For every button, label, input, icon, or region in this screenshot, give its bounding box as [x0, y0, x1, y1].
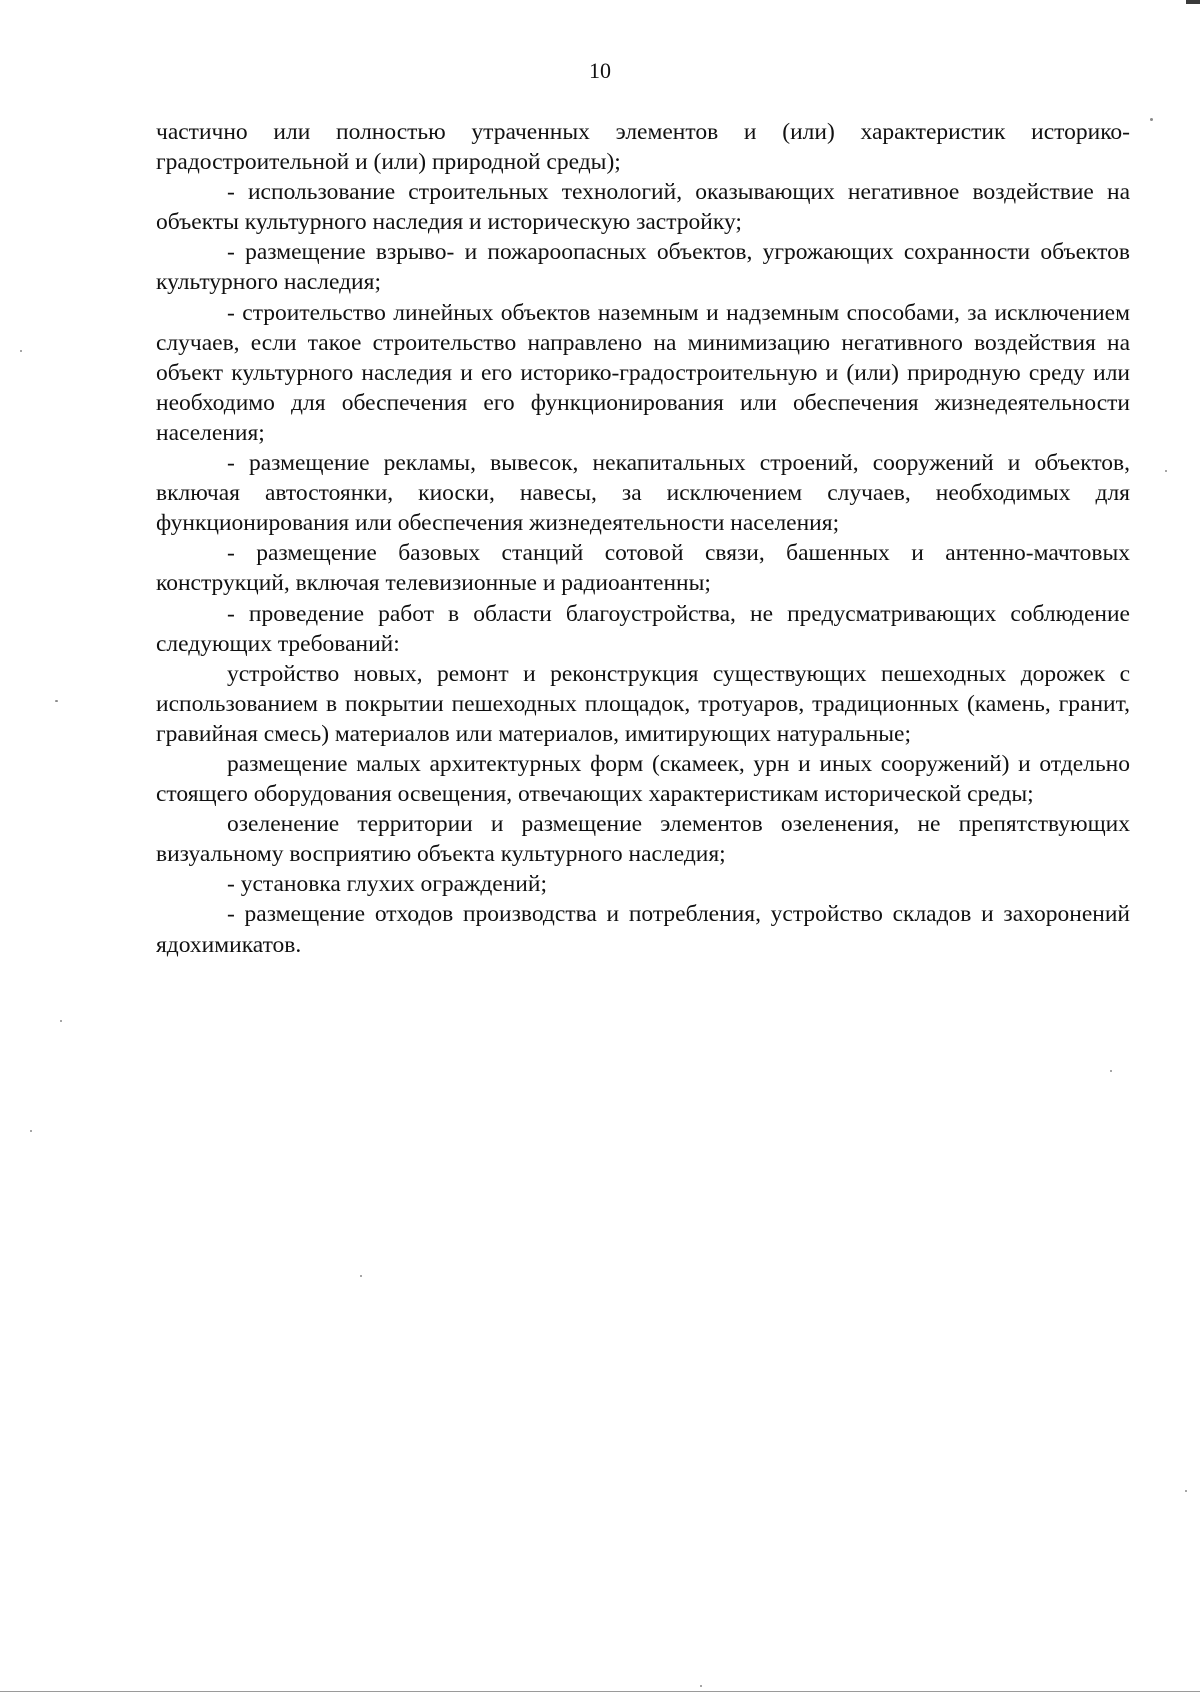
paragraph-cellular-stations: - размещение базовых станций сотовой связи, башенных и антенно-мачтовых конструкций, включая телевизионные и радиоантенны;: [156, 540, 1130, 597]
paragraph-greening: озеленение территории и размещение элементов озеленения, не препятствующих визуальному восприятию объекта культурного наследия;: [156, 811, 1130, 868]
scan-speck: [55, 700, 58, 702]
paragraph-construction-technologies: - использование строительных технологий, оказывающих негативное воздействие на объекты культурного наследия и историческую застройку;: [156, 179, 1130, 236]
scan-speck: [1185, 1490, 1187, 1492]
scan-speck: [1150, 118, 1153, 121]
scan-speck: [30, 1130, 32, 1132]
paragraph-continuation: частично или полностью утраченных элементов и (или) характеристик историко-градостроительной и (или) природной среды);: [156, 119, 1130, 176]
paragraph-waste-placement: - размещение отходов производства и потребления, устройство складов и захоронений ядохимикатов.: [156, 901, 1130, 958]
scan-speck: [60, 1020, 62, 1022]
paragraph-advertising: - размещение рекламы, вывесок, некапитальных строений, сооружений и объектов, включая автостоянки, киоски, навесы, за исключением случаев, необходимых для функционирования или обеспечения жизнедеятельности населения;: [156, 450, 1130, 537]
paragraph-linear-objects: - строительство линейных объектов наземным и надземным способами, за исключением случаев, если такое строительство направлено на минимизацию негативного воздействия на объект культурного наследия и его историко-градостроительную и (или) природную среду или необходимо для обеспечения его функционирования или обеспечения жизнедеятельности населения;: [156, 299, 1130, 446]
paragraph-small-architectural-forms: размещение малых архитектурных форм (скамеек, урн и иных сооружений) и отдельно стоящего оборудования освещения, отвечающих характеристикам исторической среды;: [156, 750, 1130, 808]
paragraph-footpaths: устройство новых, ремонт и реконструкция существующих пешеходных дорожек с использованием в покрытии пешеходных площадок, тротуаров, традиционных (камень, гранит, гравийная смесь) материалов или материалов, имитирующих натуральные;: [156, 660, 1130, 747]
scan-corner-mark: [1186, 0, 1200, 4]
paragraph-landscaping-works: - проведение работ в области благоустройства, не предусматривающих соблюдение следующих требований:: [156, 600, 1130, 657]
scan-speck: [1165, 470, 1167, 472]
document-body: [156, 117, 1130, 960]
paragraph-solid-fences: - установка глухих ограждений;: [227, 871, 547, 898]
scan-speck: [360, 1275, 362, 1277]
scan-bottom-edge: [0, 1691, 1200, 1692]
page-number: 10: [589, 58, 611, 83]
scan-speck: [700, 1685, 702, 1687]
paragraph-hazardous-objects: - размещение взрыво- и пожароопасных объектов, угрожающих сохранности объектов культурного наследия;: [156, 239, 1130, 296]
scan-speck: [1110, 1070, 1112, 1072]
scan-speck: [20, 350, 22, 352]
